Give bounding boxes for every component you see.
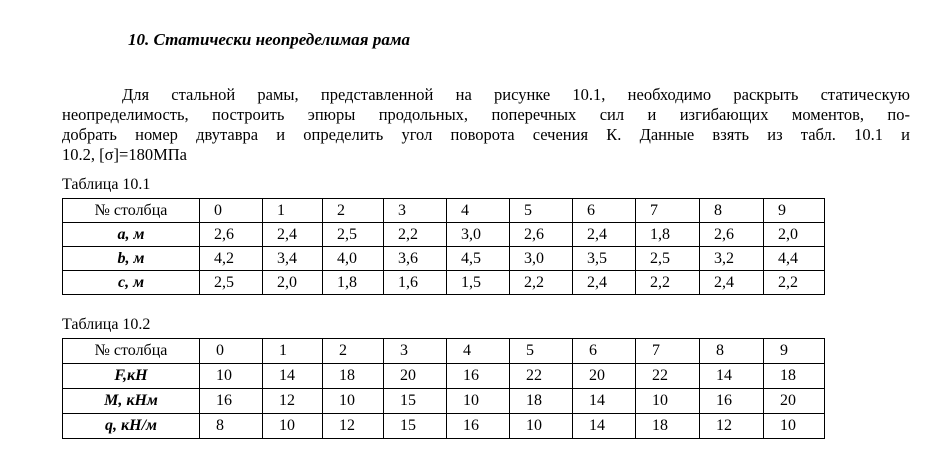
table-cell: 2,2 <box>384 223 447 247</box>
table-cell: 2,0 <box>263 271 323 295</box>
table-cell: 10 <box>510 414 573 439</box>
table-cell: 2,0 <box>764 223 825 247</box>
column-number: 4 <box>447 339 510 364</box>
table-cell: 4,0 <box>323 247 384 271</box>
table-cell: 12 <box>700 414 764 439</box>
table-cell: 2,6 <box>200 223 263 247</box>
table-cell: 2,4 <box>700 271 764 295</box>
table-cell: 2,4 <box>263 223 323 247</box>
table-cell: 8 <box>200 414 263 439</box>
table-cell: 14 <box>263 364 323 389</box>
paragraph-line: неопределимость, построить эпюры продольных, поперечных сил и изгибающих моментов, по- <box>62 105 910 124</box>
table-cell: 2,5 <box>636 247 700 271</box>
column-number: 1 <box>263 339 323 364</box>
table-cell: 16 <box>447 364 510 389</box>
column-number: 9 <box>764 339 825 364</box>
table-row <box>63 339 825 364</box>
table-cell: 2,4 <box>573 223 636 247</box>
table-row <box>63 389 825 414</box>
column-number: 3 <box>384 339 447 364</box>
table-cell: 18 <box>510 389 573 414</box>
table-cell: 16 <box>447 414 510 439</box>
paragraph-line: добрать номер двутавра и определить угол поворота сечения К. Данные взять из табл. 10.1 и <box>62 125 910 144</box>
row-label: q, кН/м <box>63 414 200 439</box>
table-cell: 3,2 <box>700 247 764 271</box>
table2-caption: Таблица 10.2 <box>62 316 151 333</box>
column-number: 8 <box>700 199 764 223</box>
table-cell: 1,8 <box>323 271 384 295</box>
table-cell: 18 <box>323 364 384 389</box>
table-cell: 20 <box>384 364 447 389</box>
table-cell: 3,4 <box>263 247 323 271</box>
table-10-2 <box>62 338 825 439</box>
column-number: 7 <box>636 339 700 364</box>
column-number: 1 <box>263 199 323 223</box>
table-cell: 20 <box>764 389 825 414</box>
row-label: М, кНм <box>63 389 200 414</box>
column-label: № столбца <box>63 339 200 364</box>
column-number: 2 <box>323 339 384 364</box>
row-label: F,кН <box>63 364 200 389</box>
table-cell: 3,0 <box>447 223 510 247</box>
column-number: 0 <box>200 339 263 364</box>
table-cell: 2,6 <box>510 223 573 247</box>
table-cell: 14 <box>700 364 764 389</box>
table-cell: 2,4 <box>573 271 636 295</box>
column-number: 6 <box>573 339 636 364</box>
column-number: 8 <box>700 339 764 364</box>
table-10-1 <box>62 198 825 295</box>
column-number: 6 <box>573 199 636 223</box>
table-cell: 1,6 <box>384 271 447 295</box>
table-cell: 10 <box>200 364 263 389</box>
table-cell: 1,5 <box>447 271 510 295</box>
table-cell: 15 <box>384 414 447 439</box>
table-cell: 4,5 <box>447 247 510 271</box>
table-cell: 14 <box>573 414 636 439</box>
column-number: 4 <box>447 199 510 223</box>
table-row <box>63 223 825 247</box>
column-number: 0 <box>200 199 263 223</box>
table-cell: 2,6 <box>700 223 764 247</box>
table-cell: 10 <box>447 389 510 414</box>
table-cell: 2,5 <box>323 223 384 247</box>
row-label: b, м <box>63 247 200 271</box>
table-cell: 10 <box>636 389 700 414</box>
table-cell: 3,0 <box>510 247 573 271</box>
column-number: 5 <box>510 339 573 364</box>
table-cell: 2,2 <box>764 271 825 295</box>
table-cell: 10 <box>263 414 323 439</box>
row-label: a, м <box>63 223 200 247</box>
table-cell: 3,5 <box>573 247 636 271</box>
table-row <box>63 199 825 223</box>
table-cell: 2,5 <box>200 271 263 295</box>
table-cell: 16 <box>700 389 764 414</box>
column-number: 9 <box>764 199 825 223</box>
table-cell: 4,2 <box>200 247 263 271</box>
table-cell: 18 <box>636 414 700 439</box>
column-number: 3 <box>384 199 447 223</box>
task-paragraph <box>62 85 910 165</box>
table-cell: 18 <box>764 364 825 389</box>
table-row <box>63 247 825 271</box>
table-row <box>63 414 825 439</box>
table-cell: 3,6 <box>384 247 447 271</box>
table-cell: 10 <box>764 414 825 439</box>
row-label: c, м <box>63 271 200 295</box>
table-cell: 2,2 <box>510 271 573 295</box>
paragraph-line: 10.2, [σ]=180МПа <box>62 145 187 164</box>
table-cell: 4,4 <box>764 247 825 271</box>
document-title: 10. Статически неопределимая рама <box>128 30 410 49</box>
table-cell: 20 <box>573 364 636 389</box>
table-cell: 14 <box>573 389 636 414</box>
table-row <box>63 364 825 389</box>
table-cell: 22 <box>510 364 573 389</box>
table-cell: 12 <box>323 414 384 439</box>
table-cell: 15 <box>384 389 447 414</box>
column-number: 2 <box>323 199 384 223</box>
table-cell: 16 <box>200 389 263 414</box>
column-number: 5 <box>510 199 573 223</box>
column-label: № столбца <box>63 199 200 223</box>
table-cell: 22 <box>636 364 700 389</box>
column-number: 7 <box>636 199 700 223</box>
table-cell: 1,8 <box>636 223 700 247</box>
table1-caption: Таблица 10.1 <box>62 176 151 193</box>
table-cell: 10 <box>323 389 384 414</box>
table-row <box>63 271 825 295</box>
table-cell: 12 <box>263 389 323 414</box>
paragraph-line: Для стальной рамы, представленной на рисунке 10.1, необходимо раскрыть статическую <box>122 85 910 104</box>
table-cell: 2,2 <box>636 271 700 295</box>
